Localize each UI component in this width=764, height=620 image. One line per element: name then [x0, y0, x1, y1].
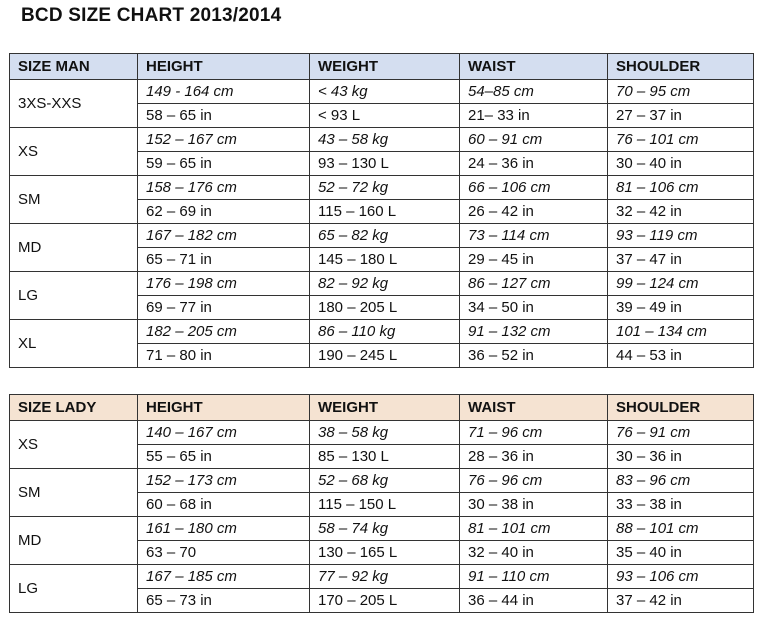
size-label: MD — [10, 224, 138, 272]
table-row — [10, 272, 754, 296]
table-row — [10, 320, 754, 344]
shoulder-metric-cell: 70 – 95 cm — [608, 80, 754, 104]
shoulder-metric-cell: 99 – 124 cm — [608, 272, 754, 296]
weight-metric-cell: 82 – 92 kg — [310, 272, 460, 296]
waist-imperial-cell: 36 – 52 in — [460, 344, 608, 368]
waist-metric-cell: 86 – 127 cm — [460, 272, 608, 296]
table-row — [10, 80, 754, 104]
height-metric-cell: 152 – 167 cm — [138, 128, 310, 152]
header-waist: WAIST — [460, 54, 608, 80]
height-metric-cell: 161 – 180 cm — [138, 517, 310, 541]
page-title: BCD SIZE CHART 2013/2014 — [21, 5, 282, 26]
waist-metric-cell: 91 – 132 cm — [460, 320, 608, 344]
shoulder-imperial-cell: 32 – 42 in — [608, 200, 754, 224]
size-label: XS — [10, 421, 138, 469]
height-metric-cell: 140 – 167 cm — [138, 421, 310, 445]
table-row — [10, 469, 754, 493]
size-label: SM — [10, 469, 138, 517]
weight-metric-cell: 52 – 72 kg — [310, 176, 460, 200]
weight-metric-cell: 38 – 58 kg — [310, 421, 460, 445]
table-row — [10, 224, 754, 248]
header-weight: WEIGHT — [310, 54, 460, 80]
header-weight: WEIGHT — [310, 395, 460, 421]
weight-metric-cell: 43 – 58 kg — [310, 128, 460, 152]
shoulder-imperial-cell: 35 – 40 in — [608, 541, 754, 565]
waist-metric-cell: 54–85 cm — [460, 80, 608, 104]
table-row — [10, 565, 754, 589]
weight-metric-cell: 52 – 68 kg — [310, 469, 460, 493]
height-imperial-cell: 58 – 65 in — [138, 104, 310, 128]
waist-metric-cell: 81 – 101 cm — [460, 517, 608, 541]
waist-metric-cell: 66 – 106 cm — [460, 176, 608, 200]
waist-metric-cell: 91 – 110 cm — [460, 565, 608, 589]
header-height: HEIGHT — [138, 395, 310, 421]
weight-metric-cell: 86 – 110 kg — [310, 320, 460, 344]
weight-imperial-cell: 180 – 205 L — [310, 296, 460, 320]
waist-metric-cell: 73 – 114 cm — [460, 224, 608, 248]
waist-imperial-cell: 28 – 36 in — [460, 445, 608, 469]
shoulder-metric-cell: 76 – 101 cm — [608, 128, 754, 152]
height-imperial-cell: 60 – 68 in — [138, 493, 310, 517]
height-metric-cell: 152 – 173 cm — [138, 469, 310, 493]
shoulder-imperial-cell: 37 – 42 in — [608, 589, 754, 613]
table-row — [10, 517, 754, 541]
waist-metric-cell: 76 – 96 cm — [460, 469, 608, 493]
size-label: 3XS-XXS — [10, 80, 138, 128]
height-imperial-cell: 63 – 70 — [138, 541, 310, 565]
size-label: XS — [10, 128, 138, 176]
size-label: XL — [10, 320, 138, 368]
weight-metric-cell: 77 – 92 kg — [310, 565, 460, 589]
header-size: SIZE LADY — [10, 395, 138, 421]
weight-imperial-cell: 115 – 160 L — [310, 200, 460, 224]
height-imperial-cell: 59 – 65 in — [138, 152, 310, 176]
height-metric-cell: 158 – 176 cm — [138, 176, 310, 200]
shoulder-imperial-cell: 30 – 36 in — [608, 445, 754, 469]
height-imperial-cell: 55 – 65 in — [138, 445, 310, 469]
men-header-row — [10, 54, 754, 80]
lady-size-table — [9, 394, 754, 613]
size-label: MD — [10, 517, 138, 565]
waist-imperial-cell: 32 – 40 in — [460, 541, 608, 565]
weight-imperial-cell: 145 – 180 L — [310, 248, 460, 272]
weight-imperial-cell: 190 – 245 L — [310, 344, 460, 368]
weight-imperial-cell: 130 – 165 L — [310, 541, 460, 565]
size-label: LG — [10, 565, 138, 613]
weight-metric-cell: < 43 kg — [310, 80, 460, 104]
header-shoulder: SHOULDER — [608, 54, 754, 80]
waist-metric-cell: 60 – 91 cm — [460, 128, 608, 152]
shoulder-imperial-cell: 37 – 47 in — [608, 248, 754, 272]
waist-imperial-cell: 24 – 36 in — [460, 152, 608, 176]
height-imperial-cell: 65 – 71 in — [138, 248, 310, 272]
waist-imperial-cell: 34 – 50 in — [460, 296, 608, 320]
weight-metric-cell: 58 – 74 kg — [310, 517, 460, 541]
shoulder-imperial-cell: 30 – 40 in — [608, 152, 754, 176]
weight-imperial-cell: 85 – 130 L — [310, 445, 460, 469]
height-imperial-cell: 69 – 77 in — [138, 296, 310, 320]
waist-imperial-cell: 21– 33 in — [460, 104, 608, 128]
weight-imperial-cell: < 93 L — [310, 104, 460, 128]
header-size: SIZE MAN — [10, 54, 138, 80]
waist-metric-cell: 71 – 96 cm — [460, 421, 608, 445]
shoulder-metric-cell: 76 – 91 cm — [608, 421, 754, 445]
header-waist: WAIST — [460, 395, 608, 421]
shoulder-imperial-cell: 39 – 49 in — [608, 296, 754, 320]
shoulder-metric-cell: 88 – 101 cm — [608, 517, 754, 541]
height-metric-cell: 167 – 185 cm — [138, 565, 310, 589]
waist-imperial-cell: 30 – 38 in — [460, 493, 608, 517]
size-label: LG — [10, 272, 138, 320]
height-metric-cell: 149 - 164 cm — [138, 80, 310, 104]
shoulder-metric-cell: 93 – 119 cm — [608, 224, 754, 248]
shoulder-metric-cell: 83 – 96 cm — [608, 469, 754, 493]
lady-header-row — [10, 395, 754, 421]
height-metric-cell: 167 – 182 cm — [138, 224, 310, 248]
height-metric-cell: 182 – 205 cm — [138, 320, 310, 344]
height-metric-cell: 176 – 198 cm — [138, 272, 310, 296]
table-row — [10, 421, 754, 445]
size-label: SM — [10, 176, 138, 224]
waist-imperial-cell: 36 – 44 in — [460, 589, 608, 613]
weight-imperial-cell: 93 – 130 L — [310, 152, 460, 176]
header-height: HEIGHT — [138, 54, 310, 80]
shoulder-metric-cell: 93 – 106 cm — [608, 565, 754, 589]
height-imperial-cell: 62 – 69 in — [138, 200, 310, 224]
table-row — [10, 128, 754, 152]
shoulder-imperial-cell: 44 – 53 in — [608, 344, 754, 368]
waist-imperial-cell: 26 – 42 in — [460, 200, 608, 224]
weight-imperial-cell: 170 – 205 L — [310, 589, 460, 613]
shoulder-imperial-cell: 27 – 37 in — [608, 104, 754, 128]
height-imperial-cell: 71 – 80 in — [138, 344, 310, 368]
height-imperial-cell: 65 – 73 in — [138, 589, 310, 613]
header-shoulder: SHOULDER — [608, 395, 754, 421]
weight-imperial-cell: 115 – 150 L — [310, 493, 460, 517]
weight-metric-cell: 65 – 82 kg — [310, 224, 460, 248]
waist-imperial-cell: 29 – 45 in — [460, 248, 608, 272]
shoulder-metric-cell: 81 – 106 cm — [608, 176, 754, 200]
men-size-table — [9, 53, 754, 368]
shoulder-metric-cell: 101 – 134 cm — [608, 320, 754, 344]
table-row — [10, 176, 754, 200]
shoulder-imperial-cell: 33 – 38 in — [608, 493, 754, 517]
